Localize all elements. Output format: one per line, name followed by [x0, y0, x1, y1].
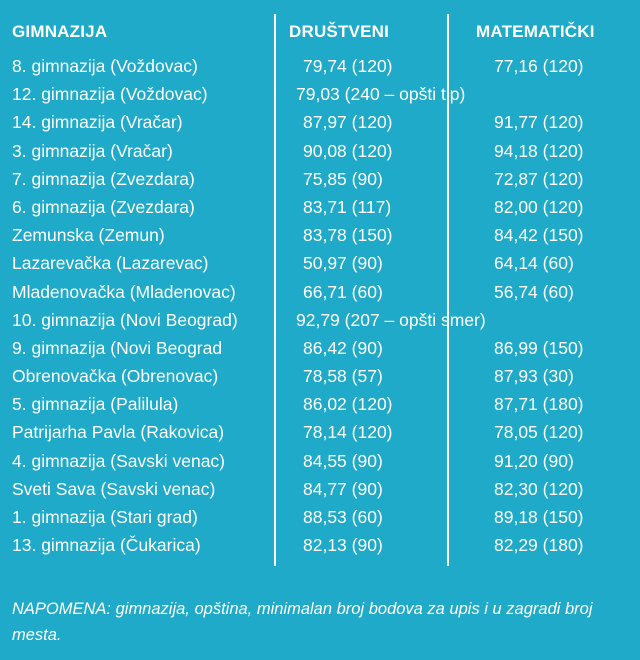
school-name: 12. gimnazija (Voždovac) [12, 84, 208, 105]
school-name: 13. gimnazija (Čukarica) [12, 535, 201, 556]
matematicki-score: 94,18 (120) [494, 140, 584, 161]
matematicki-score: 64,14 (60) [494, 253, 574, 274]
table-row [0, 193, 640, 221]
table-row [0, 503, 640, 531]
school-name: Mladenovačka (Mladenovac) [12, 281, 236, 302]
matematicki-score: 86,99 (150) [494, 337, 584, 358]
drustveni-score: 66,71 (60) [303, 281, 383, 302]
school-name: Zemunska (Zemun) [12, 225, 165, 246]
table-row [0, 165, 640, 193]
table-row [0, 447, 640, 475]
table-row [0, 334, 640, 362]
drustveni-score: 75,85 (90) [303, 168, 383, 189]
matematicki-score: 72,87 (120) [494, 168, 584, 189]
table-row [0, 418, 640, 446]
matematicki-score: 82,30 (120) [494, 478, 584, 499]
matematicki-score: 87,93 (30) [494, 366, 574, 387]
school-name: 10. gimnazija (Novi Beograd) [12, 309, 238, 330]
school-name: 9. gimnazija (Novi Beograd [12, 337, 223, 358]
footnote: NAPOMENA: gimnazija, opština, minimalan broj bodova za upis i u zagradi broj mesta. [12, 600, 593, 644]
school-name: 4. gimnazija (Savski venac) [12, 450, 225, 471]
table-row [0, 52, 640, 80]
school-name: 6. gimnazija (Zvezdara) [12, 196, 195, 217]
matematicki-score: 56,74 (60) [494, 281, 574, 302]
table-row [0, 531, 640, 559]
drustveni-score: 90,08 (120) [303, 140, 393, 161]
school-name: Patrijarha Pavla (Rakovica) [12, 422, 225, 443]
table-row [0, 362, 640, 390]
matematicki-score: 89,18 (150) [494, 507, 584, 527]
drustveni-score: 82,13 (90) [303, 535, 383, 556]
school-name: Lazarevačka (Lazarevac) [12, 253, 209, 274]
table-header [0, 22, 640, 48]
school-name: 14. gimnazija (Vračar) [12, 112, 183, 133]
matematicki-score: 91,20 (90) [494, 450, 574, 471]
drustveni-score: 84,55 (90) [303, 450, 383, 471]
table-row [0, 221, 640, 249]
table-row [0, 137, 640, 165]
matematicki-score: 87,71 (180) [494, 394, 584, 415]
table-row [0, 80, 640, 108]
school-name: 3. gimnazija (Vračar) [12, 140, 173, 161]
drustveni-score: 83,71 (117) [303, 196, 392, 217]
drustveni-score: 86,02 (120) [303, 394, 393, 415]
header-matematicki: MATEMATIČKI [476, 22, 595, 41]
table-row [0, 278, 640, 306]
matematicki-score: 84,42 (150) [494, 225, 584, 246]
table-row [0, 306, 640, 334]
drustveni-score: 50,97 (90) [303, 253, 383, 274]
header-gimnazija: GIMNAZIJA [12, 22, 108, 41]
matematicki-score: 78,05 (120) [494, 422, 584, 443]
matematicki-score: 77,16 (120) [494, 56, 584, 76]
drustveni-score: 87,97 (120) [303, 112, 393, 133]
drustveni-score: 92,79 (207 – opšti smer) [296, 309, 486, 330]
school-name: 8. gimnazija (Voždovac) [12, 56, 198, 76]
school-name: 1. gimnazija (Stari grad) [12, 507, 198, 527]
table-row [0, 390, 640, 418]
matematicki-score: 91,77 (120) [494, 112, 584, 133]
drustveni-score: 79,03 (240 – opšti tip) [296, 84, 466, 105]
table-body [0, 52, 640, 559]
table-row [0, 249, 640, 277]
table-row [0, 108, 640, 136]
school-name: 5. gimnazija (Palilula) [12, 394, 179, 415]
drustveni-score: 78,14 (120) [303, 422, 393, 443]
table-row [0, 475, 640, 503]
drustveni-score: 86,42 (90) [303, 337, 383, 358]
matematicki-score: 82,29 (180) [494, 535, 584, 556]
school-name: Obrenovačka (Obrenovac) [12, 366, 219, 387]
matematicki-score: 82,00 (120) [494, 196, 584, 217]
drustveni-score: 84,77 (90) [303, 478, 383, 499]
drustveni-score: 78,58 (57) [303, 366, 383, 387]
drustveni-score: 88,53 (60) [303, 507, 383, 527]
drustveni-score: 79,74 (120) [303, 56, 393, 76]
school-name: 7. gimnazija (Zvezdara) [12, 168, 195, 189]
header-drustveni: DRUŠTVENI [289, 22, 390, 41]
school-name: Sveti Sava (Savski venac) [12, 478, 216, 499]
drustveni-score: 83,78 (150) [303, 225, 393, 246]
